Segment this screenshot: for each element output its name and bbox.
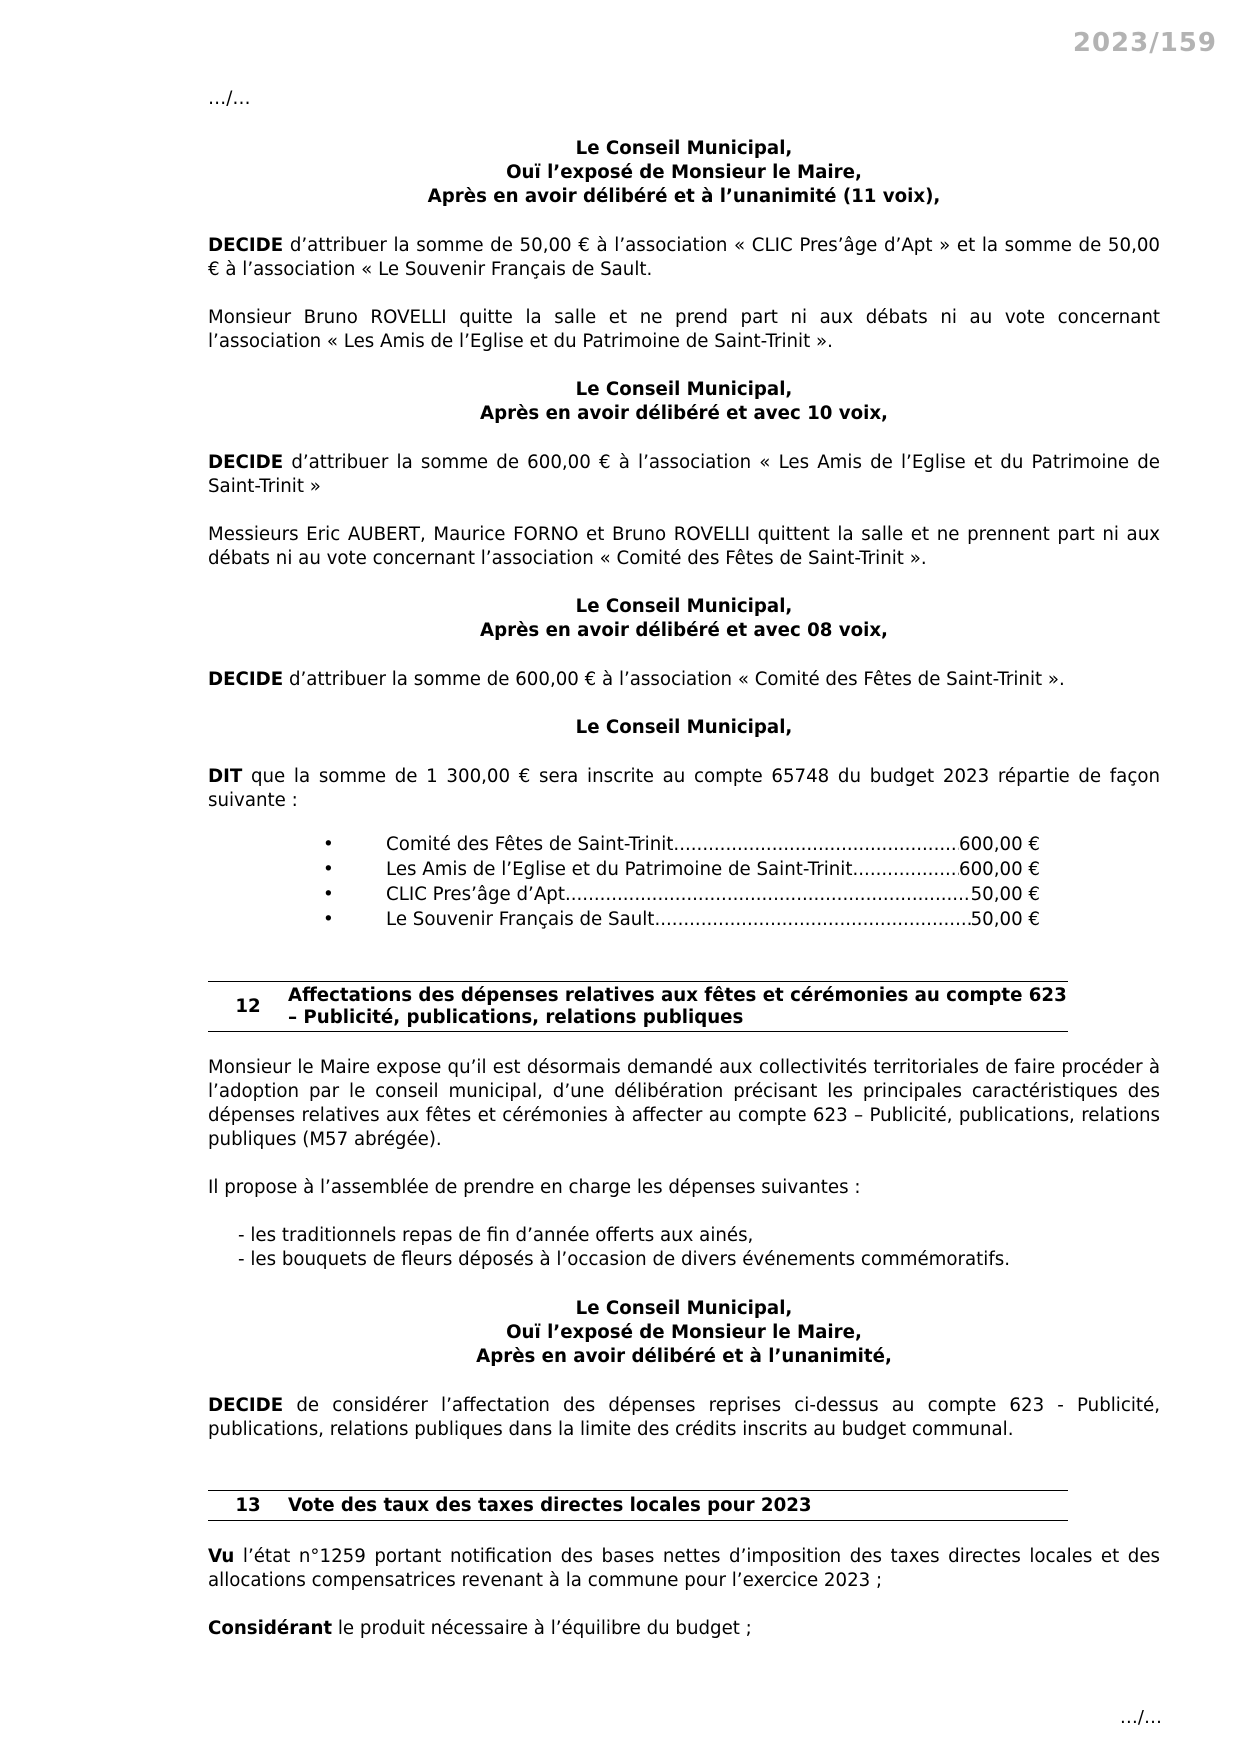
dot-leader	[673, 833, 959, 857]
council-line: Après en avoir délibéré et avec 08 voix,	[480, 620, 888, 641]
section-header-12	[208, 981, 1068, 1032]
document-body	[208, 87, 1160, 1665]
decision-paragraph-2	[208, 451, 1160, 499]
considerant-paragraph	[208, 1617, 1160, 1641]
dot-leader	[565, 883, 971, 907]
section-title: Affectations des dépenses relatives aux fêtes et cérémonies au compte 623 – Publicité, publications, relations publiques	[288, 984, 1067, 1028]
council-heading-2	[208, 378, 1160, 426]
continuation-mark-bottom: …/…	[1119, 1707, 1162, 1728]
allocation-list	[208, 833, 1040, 933]
dot-leader	[654, 908, 970, 932]
considerant-keyword: Considérant	[208, 1618, 333, 1639]
council-line: Le Conseil Municipal,	[575, 717, 793, 738]
decision-keyword: DECIDE	[208, 235, 284, 256]
section-number: 12	[235, 995, 261, 1017]
allocation-amount: 600,00 €	[959, 834, 1040, 855]
allocation-item	[208, 833, 1040, 858]
section-header-13	[208, 1490, 1068, 1521]
vu-paragraph	[208, 1545, 1160, 1593]
dit-paragraph	[208, 765, 1160, 813]
dot-leader	[852, 858, 959, 882]
council-line: Après en avoir délibéré et à l’unanimité (11 voix),	[427, 186, 941, 207]
vu-keyword: Vu	[208, 1546, 235, 1567]
decision-keyword: DECIDE	[208, 1395, 284, 1416]
allocation-name: Comité des Fêtes de Saint-Trinit	[386, 834, 674, 855]
council-line: Ouï l’exposé de Monsieur le Maire,	[506, 1322, 862, 1343]
council-heading-12	[208, 1297, 1160, 1369]
council-line: Le Conseil Municipal,	[575, 1298, 793, 1319]
bullet-icon: •	[323, 859, 334, 880]
allocation-item	[208, 883, 1040, 908]
decision-text: de considérer l’affectation des dépenses reprises ci-dessus au compte 623 - Publicité, publications, relations publiques dans la limite des crédits inscrits au budget communal.	[208, 1395, 1160, 1440]
allocation-item	[208, 908, 1040, 933]
decision-text: d’attribuer la somme de 600,00 € à l’association « Les Amis de l’Eglise et du Patrimoine de Saint-Trinit »	[208, 452, 1160, 497]
council-heading-4	[208, 716, 1160, 740]
continuation-mark-top: …/…	[208, 88, 251, 109]
allocation-name: CLIC Pres’âge d’Apt	[386, 884, 565, 905]
vu-text: l’état n°1259 portant notification des bases nettes d’imposition des taxes directes locales et des allocations compensatrices revenant à la commune pour l’exercice 2023 ;	[208, 1546, 1160, 1591]
council-heading-3	[208, 595, 1160, 643]
allocation-name: Les Amis de l’Eglise et du Patrimoine de Saint-Trinit	[386, 859, 853, 880]
decision-paragraph-3	[208, 668, 1160, 692]
decision-keyword: DECIDE	[208, 452, 284, 473]
propose-paragraph: Il propose à l’assemblée de prendre en charge les dépenses suivantes :	[208, 1177, 861, 1198]
page-number: 2023/159	[1072, 28, 1217, 58]
council-heading-1	[208, 137, 1160, 209]
expense-item: - les bouquets de fleurs déposés à l’occasion de divers événements commémoratifs.	[238, 1249, 1010, 1270]
allocation-amount: 600,00 €	[959, 859, 1040, 880]
decision-paragraph-1	[208, 234, 1160, 282]
section-number: 13	[235, 1494, 261, 1516]
decision-text: d’attribuer la somme de 600,00 € à l’association « Comité des Fêtes de Saint-Trinit ».	[283, 669, 1065, 690]
considerant-text: le produit nécessaire à l’équilibre du budget ;	[332, 1618, 752, 1639]
bullet-icon: •	[323, 884, 334, 905]
council-line: Après en avoir délibéré et à l’unanimité,	[476, 1346, 892, 1367]
allocation-amount: 50,00 €	[970, 884, 1040, 905]
council-line: Le Conseil Municipal,	[575, 379, 793, 400]
dit-keyword: DIT	[208, 766, 243, 787]
decision-paragraph-12	[208, 1394, 1160, 1442]
expense-list	[208, 1224, 1160, 1272]
expense-item: - les traditionnels repas de fin d’année offerts aux ainés,	[238, 1225, 754, 1246]
council-line: Ouï l’exposé de Monsieur le Maire,	[506, 162, 862, 183]
section-title: Vote des taux des taxes directes locales pour 2023	[288, 1494, 812, 1516]
allocation-amount: 50,00 €	[970, 909, 1040, 930]
decision-text: d’attribuer la somme de 50,00 € à l’association « CLIC Pres’âge d’Apt » et la somme de 50,00 € à l’association « Le Souvenir Français de Sault.	[208, 235, 1160, 280]
allocation-name: Le Souvenir Français de Sault	[386, 909, 655, 930]
council-line: Après en avoir délibéré et avec 10 voix,	[480, 403, 888, 424]
rovelli-paragraph: Monsieur Bruno ROVELLI quitte la salle et ne prend part ni aux débats ni au vote concernant l’association « Les Amis de l’Eglise et du Patrimoine de Saint-Trinit ».	[208, 307, 1160, 352]
council-line: Le Conseil Municipal,	[575, 138, 793, 159]
dit-text: que la somme de 1 300,00 € sera inscrite au compte 65748 du budget 2023 répartie de façon suivante :	[208, 766, 1160, 811]
messieurs-paragraph: Messieurs Eric AUBERT, Maurice FORNO et Bruno ROVELLI quittent la salle et ne prennent part ni aux débats ni au vote concernant l’association « Comité des Fêtes de Saint-Trinit ».	[208, 524, 1160, 569]
expose-paragraph: Monsieur le Maire expose qu’il est désormais demandé aux collectivités territoriales de faire procéder à l’adoption par le conseil municipal, d’une délibération précisant les principales caractéristiques des dépenses relatives aux fêtes et cérémonies à affecter au compte 623 – Publicité, publications, relations publiques (M57 abrégée).	[208, 1057, 1160, 1150]
council-line: Le Conseil Municipal,	[575, 596, 793, 617]
decision-keyword: DECIDE	[208, 669, 284, 690]
bullet-icon: •	[323, 909, 334, 930]
bullet-icon: •	[323, 834, 334, 855]
allocation-item	[208, 858, 1040, 883]
